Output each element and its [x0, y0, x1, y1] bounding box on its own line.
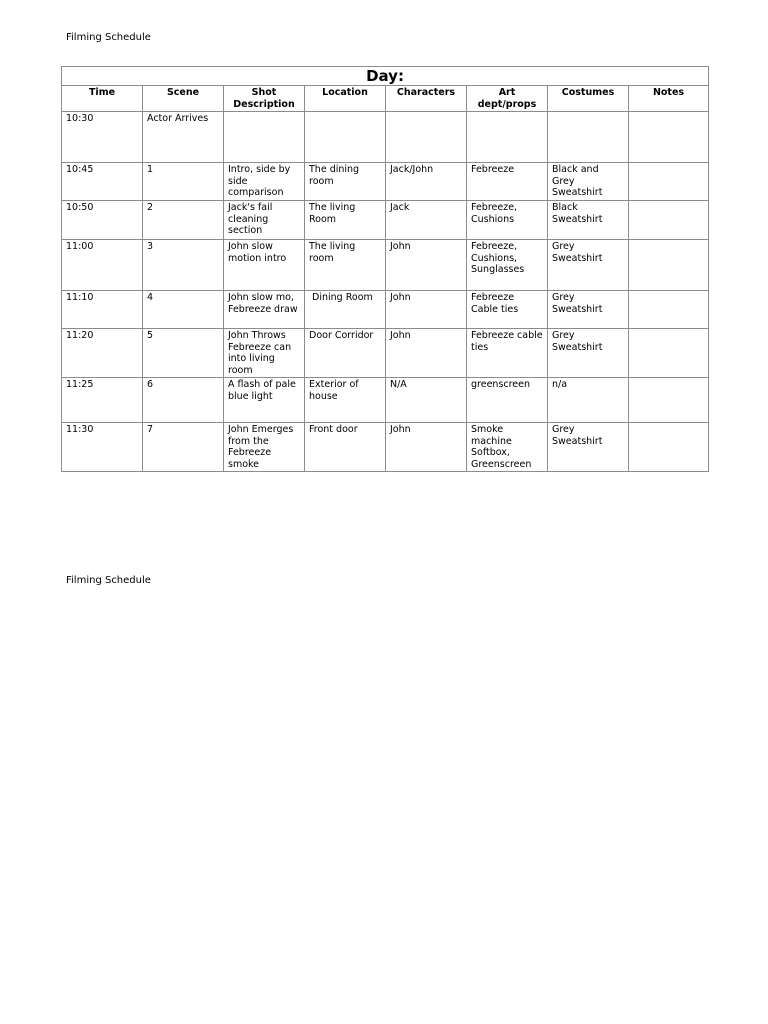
time-cell: 11:30: [62, 423, 143, 472]
scene-cell: Actor Arrives: [143, 112, 224, 163]
table-row: [62, 291, 709, 329]
location-cell: [305, 112, 386, 163]
location-cell: Dining Room: [305, 291, 386, 329]
notes-cell: [629, 201, 709, 240]
location-cell: The living room: [305, 240, 386, 291]
shot-description-cell: John Throws Febreeze can into living room: [224, 329, 305, 378]
day-title: Day:: [62, 67, 709, 86]
table-row: [62, 378, 709, 423]
time-cell: 10:45: [62, 163, 143, 201]
shot-description-cell: A flash of pale blue light: [224, 378, 305, 423]
table-row: [62, 240, 709, 291]
art-dept-props-cell: Febreeze, Cushions, Sunglasses: [467, 240, 548, 291]
column-header-art-dept-props: Art dept/props: [467, 86, 548, 112]
table-row: [62, 112, 709, 163]
location-cell: Front door: [305, 423, 386, 472]
column-header-shot-description: Shot Description: [224, 86, 305, 112]
characters-cell: John: [386, 329, 467, 378]
page-header: Filming Schedule: [66, 575, 151, 586]
time-cell: 10:50: [62, 201, 143, 240]
art-dept-props-cell: greenscreen: [467, 378, 548, 423]
location-cell: Exterior of house: [305, 378, 386, 423]
column-header-costumes: Costumes: [548, 86, 629, 112]
time-cell: 11:25: [62, 378, 143, 423]
characters-cell: N/A: [386, 378, 467, 423]
notes-cell: [629, 378, 709, 423]
shot-description-cell: John slow mo, Febreeze draw: [224, 291, 305, 329]
time-cell: 11:20: [62, 329, 143, 378]
shot-description-cell: John Emerges from the Febreeze smoke: [224, 423, 305, 472]
time-cell: 10:30: [62, 112, 143, 163]
costumes-cell: Grey Sweatshirt: [548, 329, 629, 378]
notes-cell: [629, 291, 709, 329]
column-header-characters: Characters: [386, 86, 467, 112]
column-header-notes: Notes: [629, 86, 709, 112]
table-row: [62, 201, 709, 240]
notes-cell: [629, 163, 709, 201]
column-header-time: Time: [62, 86, 143, 112]
notes-cell: [629, 329, 709, 378]
art-dept-props-cell: Febreeze, Cushions: [467, 201, 548, 240]
costumes-cell: Grey Sweatshirt: [548, 291, 629, 329]
characters-cell: John: [386, 291, 467, 329]
art-dept-props-cell: Febreeze Cable ties: [467, 291, 548, 329]
table-row: [62, 163, 709, 201]
costumes-cell: n/a: [548, 378, 629, 423]
column-header-location: Location: [305, 86, 386, 112]
costumes-cell: [548, 112, 629, 163]
scene-cell: 3: [143, 240, 224, 291]
time-cell: 11:00: [62, 240, 143, 291]
column-header-row: [62, 86, 709, 112]
shot-description-cell: [224, 112, 305, 163]
scene-cell: 5: [143, 329, 224, 378]
costumes-cell: Black and Grey Sweatshirt: [548, 163, 629, 201]
costumes-cell: Grey Sweatshirt: [548, 423, 629, 472]
characters-cell: Jack/John: [386, 163, 467, 201]
column-header-scene: Scene: [143, 86, 224, 112]
characters-cell: John: [386, 240, 467, 291]
characters-cell: John: [386, 423, 467, 472]
location-cell: The living Room: [305, 201, 386, 240]
art-dept-props-cell: Smoke machine Softbox, Greenscreen: [467, 423, 548, 472]
scene-cell: 1: [143, 163, 224, 201]
filming-schedule-table: [61, 66, 709, 472]
location-cell: Door Corridor: [305, 329, 386, 378]
time-cell: 11:10: [62, 291, 143, 329]
art-dept-props-cell: [467, 112, 548, 163]
characters-cell: Jack: [386, 201, 467, 240]
characters-cell: [386, 112, 467, 163]
table-row: [62, 423, 709, 472]
scene-cell: 6: [143, 378, 224, 423]
location-cell: The dining room: [305, 163, 386, 201]
notes-cell: [629, 240, 709, 291]
art-dept-props-cell: Febreeze cable ties: [467, 329, 548, 378]
costumes-cell: Grey Sweatshirt: [548, 240, 629, 291]
table-row: [62, 329, 709, 378]
notes-cell: [629, 112, 709, 163]
page-header: Filming Schedule: [66, 32, 151, 43]
costumes-cell: Black Sweatshirt: [548, 201, 629, 240]
art-dept-props-cell: Febreeze: [467, 163, 548, 201]
shot-description-cell: Intro, side by side comparison: [224, 163, 305, 201]
notes-cell: [629, 423, 709, 472]
shot-description-cell: Jack's fail cleaning section: [224, 201, 305, 240]
scene-cell: 4: [143, 291, 224, 329]
scene-cell: 2: [143, 201, 224, 240]
shot-description-cell: John slow motion intro: [224, 240, 305, 291]
scene-cell: 7: [143, 423, 224, 472]
